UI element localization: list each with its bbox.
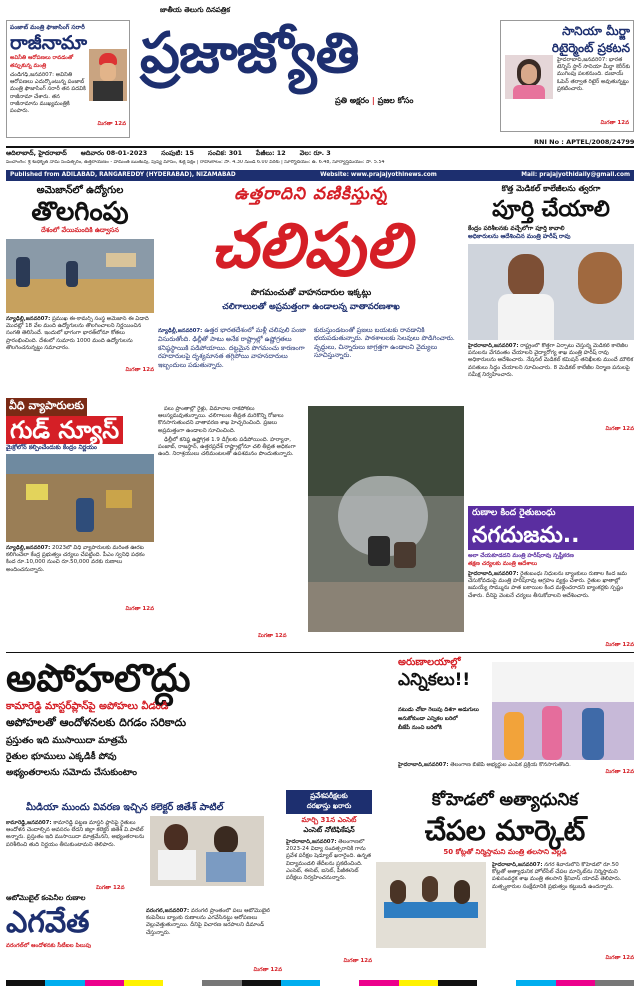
lead-more[interactable]: మిగతా 12వ: [258, 633, 287, 639]
issue-price: వెల: రూ. 3: [299, 149, 331, 157]
medical-sub-1: కేంద్రం పరిశీలనకు వచ్చేలోగా పూర్తి కావాలి: [468, 225, 565, 232]
fishmarket-title-2: చేపల మార్కెట్: [424, 814, 586, 847]
lead-dateline: న్యూఢిల్లీ,జనవరి07:: [158, 328, 203, 334]
medical-text: రాష్ట్రంలో కొత్తగా ఏర్పాటు చేస్తున్న మెడికల్ కాలేజీల పనులను వేగవంతం చేయాలని వైద్యారోగ్య శాఖ మంత్రి హరీష్ రావు అధికారులను ఆదేశించారు. నేషనల్ మెడికల్ కమిషన్ తనిఖీలకు ముందే మౌలిక వసతులు సిద్ధం చేయాలని సూచించారు. 8 మెడికల్ కాలేజీల నిర్మాణ పనులపై సమీక్ష నిర్వహించారు.: [468, 343, 634, 378]
amazon-more[interactable]: మిగతా 12వ: [125, 367, 154, 373]
ear-left-kicker: పంజాబ్ మంత్రి ఫౌజాసింగ్ సరారీ: [10, 24, 85, 31]
rythu-title: నగదుజమ..: [468, 522, 634, 550]
auto-text: వరంగల్ ప్రాంతంలో పలు ఆటోమొబైల్ కంపెనీలు బ్యాంకు రుణాలను ఎగవేసినట్టు ఆరోపణలు వెల్లువెత్తుతున్నాయి. దీనిపై విచారణ జరపాలని డిమాండ్ చేస్తున్నారు.: [146, 908, 270, 936]
amazon-dateline: న్యూఢిల్లీ,జనవరి07:: [6, 316, 51, 322]
ear-left-body: చండీగఢ్,జనవరి07: అవినీతి ఆరోపణలు ఎదుర్కొంటున్న పంజాబ్ మంత్రి ఫౌజాసింగ్ సరారీ తన పదవికి రాజీనామా చేశారు. తన రాజీనామాను ముఖ్యమంత్రికి పంపారు.: [10, 72, 86, 115]
vendors-title: గుడ్ న్యూస్: [6, 416, 123, 444]
fishmarket-dateline: హైదరాబాద్,జనవరి07:: [492, 862, 543, 868]
lead-col-1-text: ఉత్తర భారతదేశంలో మళ్లీ చలిపులి పంజా విసురుతోంది. ఢిల్లీతో పాటు అనేక రాష్ట్రాల్లో ఉష్ణోగ్రతలు కనిష్ఠస్థాయికి పడిపోయాయి. దట్టమైన పొగమంచు కారణంగా రహదారులపై దృశ్యమానత తగ్గిపోయి వాహనదారులు ఇబ్బందులు పడుతున్నారు.: [158, 326, 306, 369]
apohalu-sub: కామారెడ్డి మాస్టర్‌ప్లాన్‌పై అపోహలు వీడండి: [6, 701, 169, 712]
admissions-line-2: ఎంసెట్ నోటిఫికేషన్: [303, 826, 355, 834]
website[interactable]: Website: www.prajajyothinews.com: [320, 172, 437, 178]
admissions-kicker-2: దరఖాస్తు ఖరారు: [306, 802, 352, 810]
arunachal-subs: [398, 706, 488, 733]
ear-left-title: రాజీనామా: [10, 32, 88, 54]
auto-more[interactable]: మిగతా 12వ: [253, 967, 282, 973]
issue-strip: [6, 149, 634, 159]
amazon-body: [6, 316, 154, 366]
vendors-more[interactable]: మిగతా 12వ: [125, 606, 154, 612]
lead-photo: [308, 406, 464, 632]
apohalu-body: [6, 820, 146, 886]
masthead: [0, 0, 640, 150]
ear-right: [500, 20, 634, 132]
arunachal-sub-2: అనుకోకుండా ఎన్నికల బరిలో: [398, 716, 458, 722]
auto-kicker: ఆటోమొబైల్ కంపెనీల రుణాల: [6, 894, 86, 902]
vendors-sub: మైక్రోలోన్ కల్పించేందుకు కేంద్రం నిర్ణయం: [6, 444, 97, 451]
apohalu-line-1: అపోహలతో ఆందోళనలకు దిగడం సరికాదు: [6, 716, 187, 729]
arunachal-title: ఎన్నికలు!!: [398, 670, 471, 690]
issue-volume: సంపుటి: 15: [161, 149, 194, 157]
amazon-title: తొలగింపు: [31, 197, 129, 227]
arunachal-text: తెలంగాణ బీజేపీ అభ్యర్థుల ఎంపిక ప్రక్రియ కొనసాగుతోంది.: [450, 762, 571, 768]
publish-strip: [6, 170, 634, 181]
rythu-kicker: రుణాల కింద రైతుబంధు: [468, 506, 634, 522]
auto-dateline: వరంగల్,జనవరి07:: [146, 908, 190, 914]
ear-right-title-1: సానియా మీర్జా: [562, 24, 630, 38]
fishmarket-photo: [376, 862, 486, 948]
ear-right-photo: [505, 55, 553, 99]
apohalu-dateline: కామారెడ్డి,జనవరి07:: [6, 820, 52, 826]
ear-right-title-2: రిటైర్మెంట్ ప్రకటన: [551, 41, 630, 55]
ear-left-photo: [89, 49, 127, 101]
medical-dateline: హైదరాబాద్,జనవరి07:: [468, 343, 519, 349]
ear-right-body: హైదరాబాద్,జనవరి07: భారత టెన్నిస్ స్టార్ సానియా మీర్జా కెరీర్‌కు ముగింపు పలకనుంది. దుబాయ్ ఓపెన్ తర్వాత రిటైర్ అవుతున్నట్టు ప్రకటించారు.: [557, 57, 631, 92]
fishmarket-story: [376, 790, 634, 982]
admissions-kicker-1: ప్రవేశపరీక్షలకు: [310, 792, 348, 800]
lead-col-2: కురుస్తుండటంతో ప్రజలు బయటకు రావడానికి భయపడుతున్నారు. పాఠశాలలకు సెలవులు పొడిగించారు. వృద్ధులు, చిన్నారులు జాగ్రత్తగా ఉండాలని వైద్యులు సూచిస్తున్నారు.: [314, 326, 455, 360]
rythu-more[interactable]: మిగతా 12వ: [605, 642, 634, 648]
amazon-kicker: అమెజాన్‌లో ఉద్యోగుల: [36, 185, 124, 196]
admissions-more[interactable]: మిగతా 12వ: [343, 958, 372, 964]
auto-body: [146, 908, 282, 964]
apohalu-line-2: ప్రస్తుతం ఇది ముసాయిదా మాత్రమే: [6, 736, 128, 746]
medical-title: పూర్తి చేయాలి: [492, 197, 610, 222]
section-rule: [6, 652, 634, 653]
ear-right-more[interactable]: మిగతా 12వ: [600, 120, 629, 126]
admissions-line-1: మార్చి 31న ఎంసెట్: [301, 816, 357, 824]
auto-sub: వరంగల్‌లో ఆందోళనకు సీటీఐల పిలుపు: [6, 943, 92, 949]
arunachal-photo: [492, 662, 634, 760]
vendors-story: [6, 394, 154, 642]
rythu-sub-2: తక్షణ చర్యలకు మంత్రి ఆదేశాలు: [468, 561, 538, 567]
medical-story: [468, 184, 634, 454]
issue-date: ఆదివారం 08-01-2023: [80, 149, 148, 157]
issue-pages: పేజీలు: 12: [256, 149, 286, 157]
arunachal-more[interactable]: మిగతా 12వ: [605, 769, 634, 775]
apohalu-line-5: మీడియా ముందు వివరణ ఇచ్చిన కలెక్టర్ జితేశ్ పాటిల్: [26, 802, 224, 813]
amazon-photo: [6, 239, 154, 313]
rythu-sub-1: అలా చేయకూడదని మంత్రి హరీష్‌రావు స్పష్టీకరణ: [468, 553, 574, 559]
ear-left: [6, 20, 130, 138]
lead-sub-2: చలిగాలులతో అప్రమత్తంగా ఉండాలన్న వాతావరణశాఖ: [222, 302, 400, 312]
arunachal-story: [398, 656, 634, 786]
amazon-text: ప్రముఖ ఈ-కామర్స్ సంస్థ అమెజాన్ ఈ ఏడాది మొదట్లో 18 వేల మంది ఉద్యోగులను తొలగించాలని నిర్ణయించిన సంగతి తెలిసిందే. ఇందులో భాగంగా భారత్‌లోనూ కోతలు ప్రారంభించింది. దేశంలో సుమారు 1000 మంది ఉద్యోగులను తొలగించనున్నట్టు సమాచారం.: [6, 316, 149, 351]
apohalu-line-4: అభ్యంతరాలను సమోదు చేసుకుంటాం: [6, 768, 137, 778]
ear-left-more[interactable]: మిగతా 12వ: [97, 121, 126, 127]
lead-col-3-text: పలు ప్రాంతాల్లో రైళ్లు, విమానాల రాకపోకలు ఆలస్యమవుతున్నాయి. చలిగాలుల తీవ్రత మరికొన్ని రోజులు కొనసాగుతుందని వాతావరణ శాఖ హెచ్చరించింది. ప్రజలు అప్రమత్తంగా ఉండాలని సూచించింది.: [158, 406, 284, 434]
vendors-body: [6, 545, 154, 605]
admissions-kicker: [286, 790, 372, 814]
lead-col-1: [158, 326, 308, 398]
vendors-text: 2023లో వీధి వ్యాపారులకు మరింత ఊరట కలిగించేలా కేంద్ర ప్రభుత్వం చర్యలు చేపట్టింది. పీఎం స్వనిధి పథకం కింద రూ.10,000 నుంచి రూ.50,000 వరకు రుణాలు అందించనున్నారు.: [6, 545, 145, 573]
email[interactable]: Mail: prajajyothidaily@gmail.com: [521, 172, 630, 178]
apohalu-story: [6, 656, 394, 776]
rythu-body: [468, 571, 634, 641]
published-from: Published from ADILABAD, RANGAREDDY (HYDERABAD), NIZAMABAD: [10, 172, 236, 178]
apohalu-title: అపోహలొద్దు: [6, 656, 191, 700]
panchangam-strip: పంచాంగం: శ్రీ శుభకృత్ నామ సంవత్సరం, ఉత్తరాయణం - హేమంత ఋతువు, పుష్య మాసం, శుక్ల పక్షం | రాహుకాలం: సా. 4.30 నుండి 6.00 వరకు | సూర్యోదయం: ఉ. 6.48, సూర్యాస్తమయం: సా. 5.54: [6, 160, 385, 165]
issue-location: ఆదిలాబాద్, హైదరాబాద్: [6, 149, 67, 157]
motto-separator: |: [371, 96, 378, 105]
motto: [335, 96, 413, 107]
fishmarket-more[interactable]: మిగతా 12వ: [605, 955, 634, 961]
admissions-body: [286, 839, 372, 957]
apohalu-text: కామారెడ్డి పట్టణ మాస్టర్ ప్లాన్‌పై రైతులు ఆందోళన చెందాల్సిన అవసరం లేదని జిల్లా కలెక్టర్ జితేశ్ వి.పాటిల్ అన్నారు. ప్రస్తుతం ఇది ముసాయిదా మాత్రమేనని, అభ్యంతరాలను పరిశీలించి తుది నిర్ణయం తీసుకుంటామని తెలిపారు.: [6, 820, 145, 848]
auto-title: ఎగవేత: [6, 905, 90, 940]
arunachal-dateline: హైదరాబాద్,జనవరి07:: [398, 762, 449, 768]
ear-left-sub-1: అవినీతి ఆరోపణలు రావడంతో: [10, 55, 74, 61]
fishmarket-body: [492, 862, 634, 952]
motto-part-1: ప్రతి అక్షరం: [335, 96, 370, 105]
lead-col-3: [158, 406, 304, 632]
rythu-text: రైతుబంధు నిధులను బ్యాంకులు రుణాల కింద జమ చేసుకోవడంపై మంత్రి హరీష్‌రావు ఆగ్రహం వ్యక్తం చేశారు. రైతుల ఖాతాల్లో జమయ్యే సొమ్మును పాత బకాయిల కింద మళ్లించరాదని బ్యాంకర్లకు స్పష్టం చేశారు. దీనిపై వెంటనే చర్యలు తీసుకోవాలని ఆదేశించారు.: [468, 571, 627, 599]
motto-part-2: ప్రజల కోసం: [377, 96, 414, 105]
vendors-kicker: వీధి వ్యాపారులకు: [6, 398, 87, 416]
rythu-dateline: హైదరాబాద్,జనవరి07:: [468, 571, 519, 577]
amazon-story: [6, 184, 154, 392]
vendors-dateline: న్యూఢిల్లీ,జనవరి07:: [6, 545, 51, 551]
medical-sub-2: అధికారులను ఆదేశించిన మంత్రి హరీష్ రావు: [468, 233, 571, 240]
lead-col-4-text: ఢిల్లీలో కనిష్ఠ ఉష్ణోగ్రత 1.9 డిగ్రీలకు పడిపోయింది. హర్యానా, పంజాబ్, రాజస్థాన్, ఉత్తరప్రదేశ్ రాష్ట్రాల్లోనూ చలి తీవ్రత అధికంగా ఉంది. నిరాశ్రయులు చలిమంటలతో ఉపశమనం పొందుతున్నారు.: [158, 436, 296, 458]
medical-body: [468, 343, 634, 425]
fishmarket-text: నగర శివారులోని కోహెడలో రూ.50 కోట్లతో అత్యాధునిక హోల్‌సేల్ చేపల మార్కెట్‌ను నిర్మిస్తామని పశుసంవర్ధక శాఖ మంత్రి తలసాని శ్రీనివాస్ యాదవ్ తెలిపారు. మత్స్యకారుల సంక్షేమానికి ప్రభుత్వం కట్టుబడి ఉందన్నారు.: [492, 862, 622, 890]
lead-title: చలిపులి: [211, 209, 411, 282]
medical-more[interactable]: మిగతా 12వ: [605, 426, 634, 432]
amazon-sub: దేశంలో వేయిమందికి ఉద్వాసన: [41, 226, 119, 234]
medical-kicker: కొత్త మెడికల్ కాలేజీలను త్వరగా: [501, 184, 601, 193]
fishmarket-title-1: కోహెడలో అత్యాధునిక: [431, 790, 579, 810]
lead-story: [158, 184, 464, 644]
auto-story: [6, 894, 282, 976]
ear-left-sub-2: తప్పుకున్న మంత్రి: [10, 63, 47, 69]
admissions-text: తెలంగాణలో 2023-24 విద్యా సంవత్సరానికి గాను ప్రవేశ పరీక్షల షెడ్యూల్ ఖరారైంది. ఉన్నత విద్యామండలి తేదీలను ప్రకటించింది. ఎంసెట్, ఈసెట్, ఐసెట్, పీజీఈసెట్ పరీక్షలు నిర్వహించనున్నారు.: [286, 839, 372, 882]
nameplate: ప్రజాజ్యోతి: [140, 20, 359, 86]
arunachal-body: [398, 762, 598, 778]
kicker-line: జాతీయ తెలుగు దినపత్రిక: [160, 6, 230, 14]
fishmarket-sub: 50 కోట్లతో నిర్మిస్తామని మంత్రి తలసాని వెల్లడి: [443, 848, 567, 856]
arunachal-kicker: అరుణాలయాల్లో: [398, 657, 461, 668]
rni-number: RNI No : APTEL/2008/24799: [534, 138, 635, 146]
medical-photo: [468, 244, 634, 340]
admissions-dateline: హైదరాబాద్,జనవరి07:: [286, 839, 337, 845]
arunachal-sub-3: బీజేపీ నుంచి బరిలోకి: [398, 725, 442, 731]
admissions-story: [286, 790, 372, 982]
rythu-story: [468, 506, 634, 658]
color-bar: [6, 980, 634, 986]
apohalu-line-3: రైతుల భూములు ఎక్కడికీ పోవు: [6, 752, 117, 762]
arunachal-sub-1: నటుడు చోటా గెలుపు దిశగా అడుగులు: [398, 707, 479, 713]
apohalu-photo: [150, 816, 264, 886]
vendors-photo: [6, 454, 154, 542]
masthead-rule: [6, 146, 634, 148]
issue-number: సంచిక: 301: [207, 149, 243, 157]
lead-kicker: ఉత్తరాదిని వణికిస్తున్న: [234, 184, 388, 204]
apohalu-more[interactable]: మిగతా 12వ: [96, 885, 125, 891]
lead-sub-1: పొగమంచుతో వాహనదారుల ఇక్కట్లు: [250, 288, 372, 298]
